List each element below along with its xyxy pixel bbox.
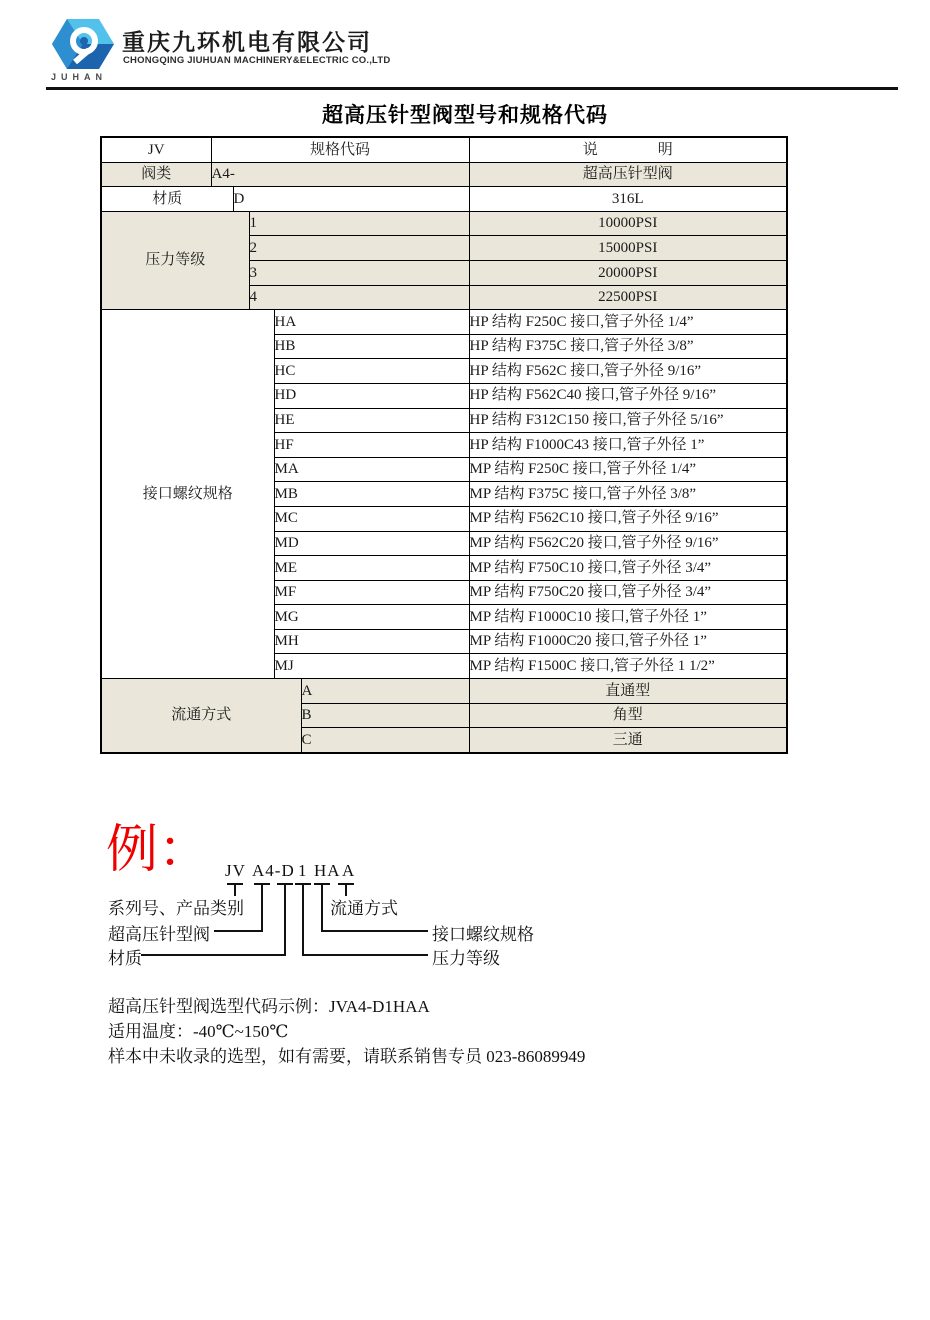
code-cell: 1 bbox=[249, 211, 469, 236]
connector-line bbox=[141, 954, 286, 956]
logo-wordmark: JUHAN bbox=[51, 72, 108, 82]
connector-line bbox=[321, 930, 428, 932]
code-cell: MB bbox=[274, 482, 469, 507]
desc-cell: MP 结构 F562C20 接口,管子外径 9/16” bbox=[469, 531, 787, 556]
desc-cell: 角型 bbox=[469, 703, 787, 728]
footer-contact: 样本中未收录的选型，如有需要，请联系销售专员 023-86089949 bbox=[108, 1047, 586, 1066]
code-cell: HB bbox=[274, 334, 469, 359]
example-segment-1: 1 bbox=[298, 861, 308, 880]
section-label: 接口螺纹规格 bbox=[101, 310, 274, 679]
example-marker: 例： bbox=[106, 822, 211, 879]
code-cell: MF bbox=[274, 580, 469, 605]
desc-cell: HP 结构 F1000C43 接口,管子外径 1” bbox=[469, 433, 787, 458]
header-divider bbox=[46, 87, 898, 90]
code-cell: MA bbox=[274, 457, 469, 482]
example-label-material: 材质 bbox=[108, 949, 142, 968]
desc-cell: 316L bbox=[469, 187, 787, 212]
section-label: 压力等级 bbox=[101, 211, 249, 309]
section-label: 阀类 bbox=[101, 162, 211, 187]
desc-cell: MP 结构 F562C10 接口,管子外径 9/16” bbox=[469, 506, 787, 531]
code-cell: B bbox=[301, 703, 469, 728]
code-cell: ME bbox=[274, 556, 469, 581]
pressure-row bbox=[101, 211, 787, 236]
section-label: 流通方式 bbox=[101, 679, 301, 753]
desc-cell: HP 结构 F562C 接口,管子外径 9/16” bbox=[469, 359, 787, 384]
code-cell: MJ bbox=[274, 654, 469, 679]
header-cell-jv: JV bbox=[101, 137, 211, 162]
header-cell-description: 说 明 bbox=[469, 137, 787, 162]
connector-line bbox=[284, 883, 286, 956]
connector-line bbox=[214, 930, 263, 932]
desc-cell: 超高压针型阀 bbox=[469, 162, 787, 187]
connector-line bbox=[302, 954, 428, 956]
desc-cell: HP 结构 F250C 接口,管子外径 1/4” bbox=[469, 310, 787, 335]
example-label-flow: 流通方式 bbox=[330, 899, 398, 918]
valve-class-row bbox=[101, 162, 787, 187]
connector-line bbox=[302, 883, 304, 956]
desc-cell: 20000PSI bbox=[469, 260, 787, 285]
company-name-en: CHONGQING JIUHUAN MACHINERY&ELECTRIC CO.,LTD bbox=[123, 55, 391, 66]
desc-cell: HP 结构 F562C40 接口,管子外径 9/16” bbox=[469, 383, 787, 408]
desc-cell: MP 结构 F1500C 接口,管子外径 1 1/2” bbox=[469, 654, 787, 679]
example-segment-jv: JV bbox=[225, 861, 246, 880]
code-cell: C bbox=[301, 728, 469, 753]
desc-cell: 22500PSI bbox=[469, 285, 787, 310]
footer-temperature: 适用温度：-40℃~150℃ bbox=[108, 1022, 289, 1041]
example-label-pressure: 压力等级 bbox=[432, 949, 500, 968]
desc-cell: MP 结构 F1000C20 接口,管子外径 1” bbox=[469, 629, 787, 654]
desc-cell: MP 结构 F250C 接口,管子外径 1/4” bbox=[469, 457, 787, 482]
code-cell: 3 bbox=[249, 260, 469, 285]
example-segment-ha: HA bbox=[314, 861, 341, 880]
desc-cell: MP 结构 F750C20 接口,管子外径 3/4” bbox=[469, 580, 787, 605]
material-row bbox=[101, 187, 787, 212]
desc-cell: 10000PSI bbox=[469, 211, 787, 236]
desc-cell: 15000PSI bbox=[469, 236, 787, 261]
footer-example-code: 超高压针型阀选型代码示例：JVA4-D1HAA bbox=[108, 997, 430, 1016]
code-cell: A4- bbox=[211, 162, 469, 187]
connector-line bbox=[261, 883, 263, 932]
code-cell: MD bbox=[274, 531, 469, 556]
example-label-valve: 超高压针型阀 bbox=[108, 925, 210, 944]
flow-row bbox=[101, 679, 787, 704]
example-label-series: 系列号、产品类别 bbox=[108, 899, 244, 918]
desc-cell: 三通 bbox=[469, 728, 787, 753]
header-cell-spec-code: 规格代码 bbox=[211, 137, 469, 162]
spec-code-table bbox=[100, 136, 788, 754]
thread-row bbox=[101, 310, 787, 335]
example-segment-a4d: A4-D bbox=[252, 861, 295, 880]
code-cell: HE bbox=[274, 408, 469, 433]
code-cell: D bbox=[233, 187, 469, 212]
connector-line bbox=[321, 883, 323, 932]
table-header-row bbox=[101, 137, 787, 162]
desc-cell: 直通型 bbox=[469, 679, 787, 704]
company-name-cn: 重庆九环机电有限公司 bbox=[122, 30, 372, 55]
desc-cell: MP 结构 F750C10 接口,管子外径 3/4” bbox=[469, 556, 787, 581]
page-title: 超高压针型阀型号和规格代码 bbox=[322, 103, 608, 127]
desc-cell: HP 结构 F375C 接口,管子外径 3/8” bbox=[469, 334, 787, 359]
desc-cell: MP 结构 F375C 接口,管子外径 3/8” bbox=[469, 482, 787, 507]
code-cell: HF bbox=[274, 433, 469, 458]
code-cell: HA bbox=[274, 310, 469, 335]
example-segment-a: A bbox=[342, 861, 356, 880]
desc-cell: HP 结构 F312C150 接口,管子外径 5/16” bbox=[469, 408, 787, 433]
code-cell: 4 bbox=[249, 285, 469, 310]
code-cell: MC bbox=[274, 506, 469, 531]
code-cell: 2 bbox=[249, 236, 469, 261]
example-label-thread: 接口螺纹规格 bbox=[432, 925, 534, 944]
section-label: 材质 bbox=[101, 187, 233, 212]
code-cell: MH bbox=[274, 629, 469, 654]
code-cell: A bbox=[301, 679, 469, 704]
company-logo-icon bbox=[48, 16, 118, 72]
code-cell: HC bbox=[274, 359, 469, 384]
code-cell: HD bbox=[274, 383, 469, 408]
desc-cell: MP 结构 F1000C10 接口,管子外径 1” bbox=[469, 605, 787, 630]
code-cell: MG bbox=[274, 605, 469, 630]
